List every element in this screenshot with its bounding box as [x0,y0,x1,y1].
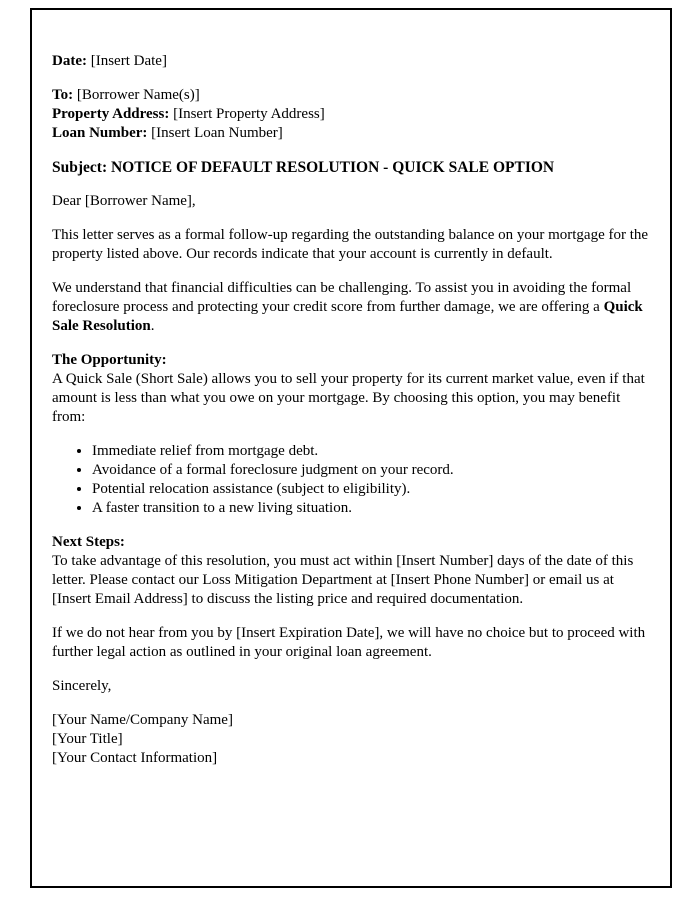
list-item: • Potential relocation assistance (subject to eligibility). [92,480,650,499]
subject-line: Subject: NOTICE OF DEFAULT RESOLUTION - QUICK SALE OPTION [52,159,555,176]
list-item: • A faster transition to a new living situation. [92,499,650,518]
loan-number-value: [Insert Loan Number] [151,125,283,141]
opportunity-heading: The Opportunity: [52,352,167,368]
paragraph-offer [52,279,650,336]
signature-contact: [Your Contact Information] [52,750,218,766]
opportunity-section [52,351,650,427]
loan-number-line [52,124,650,143]
next-steps-heading: Next Steps: [52,534,125,550]
closing: Sincerely, [52,678,112,694]
property-address-label: Property Address: [52,106,170,122]
to-label: To: [52,87,74,103]
paragraph-warning: If we do not hear from you by [Insert Expiration Date], we will have no choice but to proceed with further legal action as outlined in your original loan agreement. [52,625,646,660]
paragraph-intro: This letter serves as a formal follow-up regarding the outstanding balance on your mortgage for the property listed above. Our records indicate that your account is currently in default. [52,227,649,262]
next-steps-body: To take advantage of this resolution, you must act within [Insert Number] days of the date of this letter. Please contact our Loss Mitigation Department at [Insert Phone Number] or email us at [Insert Email Address] to discuss the listing price and required documentation. [52,553,634,607]
opportunity-body: A Quick Sale (Short Sale) allows you to sell your property for its current market value, even if that amount is less than what you owe on your mortgage. By choosing this option, you may benefit from: [52,371,645,425]
signature-title: [Your Title] [52,731,123,747]
benefits-list [52,442,650,518]
to-line [52,86,650,105]
to-value: [Borrower Name(s)] [76,87,200,103]
next-steps-section [52,533,650,609]
date-line [52,52,650,71]
property-address-value: [Insert Property Address] [173,106,325,122]
letter-sheet [30,8,672,888]
property-address-line [52,105,650,124]
salutation: Dear [Borrower Name], [52,193,196,209]
list-item: • Avoidance of a formal foreclosure judgment on your record. [92,461,650,480]
loan-number-label: Loan Number: [52,125,148,141]
list-item: • Immediate relief from mortgage debt. [92,442,650,461]
date-label: Date: [52,53,87,69]
paragraph-offer-end: . [150,318,155,334]
signature-block [52,711,650,768]
paragraph-offer-text: We understand that financial difficulties can be challenging. To assist you in avoiding the formal foreclosure process and protecting your credit score from further damage, we are offering a [52,280,632,315]
quick-sale-resolution-emphasis: Quick Sale Resolution [52,299,643,334]
recipient-block [52,86,650,143]
date-value: [Insert Date] [90,53,167,69]
signature-name: [Your Name/Company Name] [52,712,233,728]
